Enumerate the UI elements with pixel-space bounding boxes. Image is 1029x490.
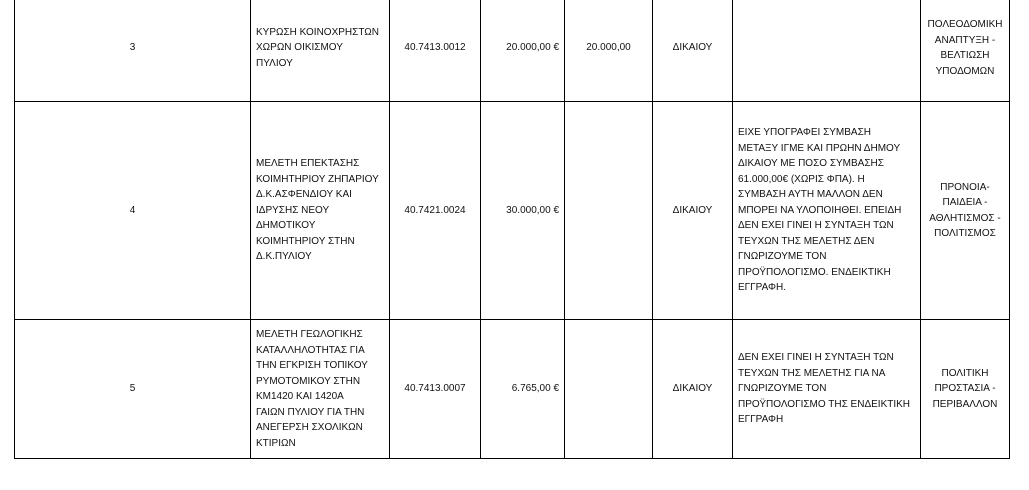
project-description: ΚΥΡΩΣΗ ΚΟΙΝΟΧΡΗΣΤΩΝ ΧΩΡΩΝ ΟΙΚΙΣΜΟΥ ΠΥΛΙΟΥ: [251, 0, 390, 102]
secondary-amount: [565, 102, 653, 320]
remarks: ΔΕΝ ΕΧΕΙ ΓΙΝΕΙ Η ΣΥΝΤΑΞΗ ΤΩΝ ΤΕΥΧΩΝ ΤΗΣ ΜΕΛΕΤΗΣ ΓΙΑ ΝΑ ΓΝΩΡΙΖΟΥΜΕ ΤΟΝ ΠΡΟΫΠΟΛΟΓΙΣΜΟ ΤΗΣ ΕΝΔΕΙΚΤΙΚΗ ΕΓΓΡΑΦΗ: [733, 320, 921, 459]
remarks: [733, 0, 921, 102]
category: ΠΟΛΙΤΙΚΗ ΠΡΟΣΤΑΣΙΑ - ΠΕΡΙΒΑΛΛΟΝ: [921, 320, 1010, 459]
table-row: [15, 102, 1010, 320]
table-row: [15, 0, 1010, 102]
funding-source: ΔΙΚΑΙΟΥ: [653, 0, 733, 102]
budget-amount: 6.765,00 €: [481, 320, 565, 459]
project-description: ΜΕΛΕΤΗ ΕΠΕΚΤΑΣΗΣ ΚΟΙΜΗΤΗΡΙΟΥ ΖΗΠΑΡΙΟΥ Δ.Κ.ΑΣΦΕΝΔΙΟΥ ΚΑΙ ΙΔΡΥΣΗΣ ΝΕΟΥ ΔΗΜΟΤΙΚΟΥ ΚΟΙΜΗΤΗΡΙΟΥ ΣΤΗΝ Δ.Κ.ΠΥΛΙΟΥ: [251, 102, 390, 320]
secondary-amount: [565, 320, 653, 459]
remarks: ΕΙΧΕ ΥΠΟΓΡΑΦΕΙ ΣΥΜΒΑΣΗ ΜΕΤΑΞΥ ΙΓΜΕ ΚΑΙ ΠΡΩΗΝ ΔΗΜΟΥ ΔΙΚΑΙΟΥ ΜΕ ΠΟΣΟ ΣΥΜΒΑΣΗΣ 61.000,00€ (ΧΩΡΙΣ ΦΠΑ). Η ΣΥΜΒΑΣΗ ΑΥΤΗ ΜΑΛΛΟΝ ΔΕΝ ΜΠΟΡΕΙ ΝΑ ΥΛΟΠΟΙΗΘΕΙ. ΕΠΕΙΔΗ ΔΕΝ ΕΧΕΙ ΓΙΝΕΙ Η ΣΥΝΤΑΞΗ ΤΩΝ ΤΕΥΧΩΝ ΤΗΣ ΜΕΛΕΤΗΣ ΔΕΝ ΓΝΩΡΙΖΟΥΜΕ ΤΟΝ ΠΡΟΫΠΟΛΟΓΙΣΜΟ. ΕΝΔΕΙΚΤΙΚΗ ΕΓΓΡΑΦΗ.: [733, 102, 921, 320]
row-number: 3: [15, 0, 251, 102]
project-description: ΜΕΛΕΤΗ ΓΕΩΛΟΓΙΚΗΣ ΚΑΤΑΛΛΗΛΟΤΗΤΑΣ ΓΙΑ ΤΗΝ ΕΓΚΡΙΣΗ ΤΟΠΙΚΟΥ ΡΥΜΟΤΟΜΙΚΟΥ ΣΤΗΝ ΚΜ1420 ΚΑΙ 1420Α ΓΑΙΩΝ ΠΥΛΙΟΥ ΓΙΑ ΤΗΝ ΑΝΕΓΕΡΣΗ ΣΧΟΛΙΚΩΝ ΚΤΙΡΙΩΝ: [251, 320, 390, 459]
funding-source: ΔΙΚΑΙΟΥ: [653, 102, 733, 320]
row-number: 4: [15, 102, 251, 320]
budget-table: [14, 0, 1010, 459]
budget-amount: 20.000,00 €: [481, 0, 565, 102]
budget-amount: 30.000,00 €: [481, 102, 565, 320]
budget-code: 40.7413.0007: [390, 320, 481, 459]
row-number: 5: [15, 320, 251, 459]
funding-source: ΔΙΚΑΙΟΥ: [653, 320, 733, 459]
table-row: [15, 320, 1010, 459]
category: ΠΡΟΝΟΙΑ- ΠΑΙΔΕΙΑ - ΑΘΛΗΤΙΣΜΟΣ - ΠΟΛΙΤΙΣΜΟΣ: [921, 102, 1010, 320]
budget-code: 40.7413.0012: [390, 0, 481, 102]
budget-code: 40.7421.0024: [390, 102, 481, 320]
secondary-amount: 20.000,00: [565, 0, 653, 102]
category: ΠΟΛΕΟΔΟΜΙΚΗ ΑΝΑΠΤΥΞΗ - ΒΕΛΤΙΩΣΗ ΥΠΟΔΟΜΩΝ: [921, 0, 1010, 102]
